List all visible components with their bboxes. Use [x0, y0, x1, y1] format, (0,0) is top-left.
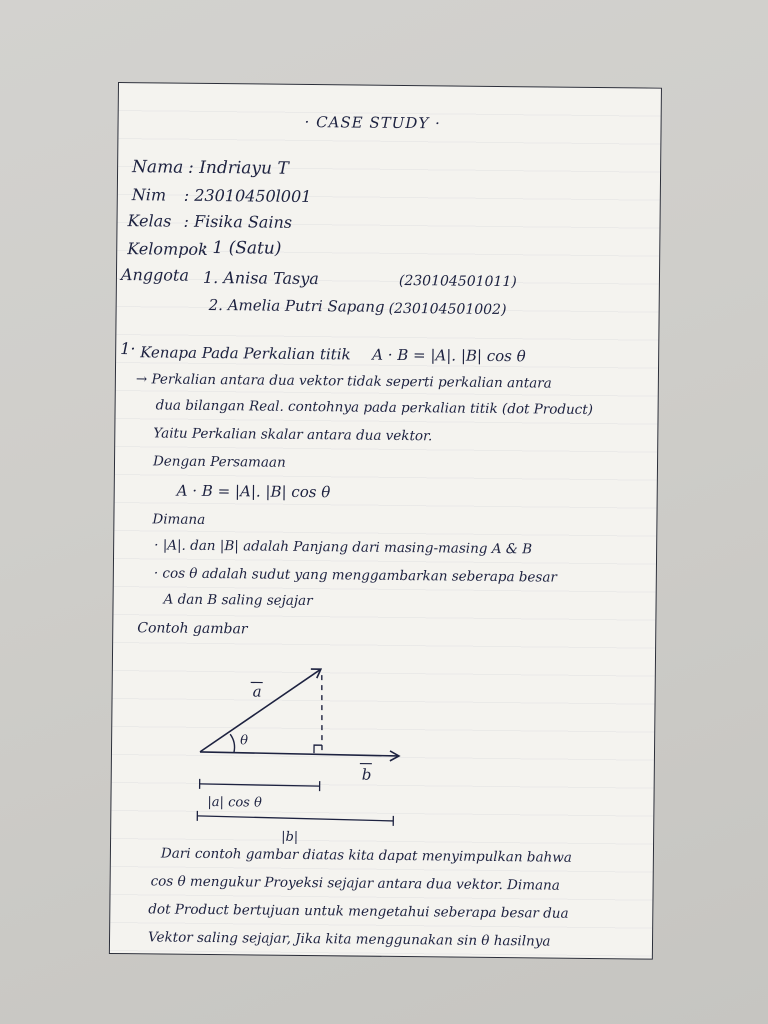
identity-nama-value: : Indriayu T: [188, 157, 289, 179]
projection-dashed-line: [321, 675, 323, 753]
vector-b-line: [200, 752, 398, 756]
label-b-length: |b|: [281, 829, 299, 845]
b-span-line: [197, 816, 393, 821]
identity-nama-label: Nama: [132, 157, 184, 178]
vector-projection-diagram: [171, 644, 433, 847]
answer-dimana: Dimana: [152, 511, 206, 528]
conclusion-line-1: Dari contoh gambar diatas kita dapat menyimpulkan bahwa: [160, 845, 572, 866]
answer-line-4: Dengan Persamaan: [152, 453, 286, 471]
paper-sheet: [109, 82, 662, 960]
answer-contoh: Contoh gambar: [137, 620, 248, 638]
identity-kelas-value: : Fisika Sains: [183, 211, 293, 232]
identity-kelompok-value: : 1 (Satu): [201, 237, 282, 259]
identity-nim-value: : 23010450l001: [183, 185, 312, 207]
member-2-nim: (230104501002): [388, 300, 507, 319]
answer-line-3: Yaitu Perkalian skalar antara dua vektor.: [153, 425, 433, 445]
vector-a-line: [200, 668, 321, 753]
question-number: 1·: [120, 339, 136, 359]
question-text: Kenapa Pada Perkalian titik: [140, 343, 351, 364]
label-theta: θ: [240, 733, 249, 749]
identity-nim-label: Nim: [131, 185, 167, 205]
identity-kelas-label: Kelas: [127, 211, 172, 231]
projection-span-line: [200, 784, 320, 786]
label-vector-b: b: [361, 765, 372, 784]
right-angle-marker: [314, 745, 322, 753]
theta-arc: [230, 734, 235, 752]
answer-bullet-2: · cos θ adalah sudut yang menggambarkan seberapa besar: [153, 565, 557, 586]
conclusion-line-4: Vektor saling sejajar, Jika kita menggunakan sin θ hasilnya: [147, 929, 551, 950]
document-title: · CASE STUDY ·: [304, 112, 441, 133]
member-2-name: 2. Amelia Putri Sapang: [208, 295, 385, 316]
answer-equation: A · B = |A|. |B| cos θ: [176, 481, 331, 502]
member-1-nim: (230104501011): [398, 272, 517, 291]
answer-line-2: dua bilangan Real. contohnya pada perkalian titik (dot Product): [155, 397, 594, 418]
identity-kelompok-label: Kelompok: [127, 239, 208, 259]
label-vector-a: a: [252, 682, 262, 701]
conclusion-line-2: cos θ mengukur Proyeksi sejajar antara dua vektor. Dimana: [150, 873, 560, 894]
conclusion-line-3: dot Product bertujuan untuk mengetahui seberapa besar dua: [148, 901, 569, 922]
question-formula: A · B = |A|. |B| cos θ: [372, 345, 526, 366]
answer-bullet-3: A dan B saling sejajar: [163, 591, 313, 610]
identity-anggota-label: Anggota: [120, 265, 190, 285]
member-1-name: 1. Anisa Tasya: [202, 267, 319, 289]
answer-bullet-1: · |A|. dan |B| adalah Panjang dari masing-masing A & B: [154, 537, 533, 558]
label-projection: |a| cos θ: [207, 794, 262, 811]
answer-line-1: → Perkalian antara dua vektor tidak seperti perkalian antara: [135, 371, 552, 392]
